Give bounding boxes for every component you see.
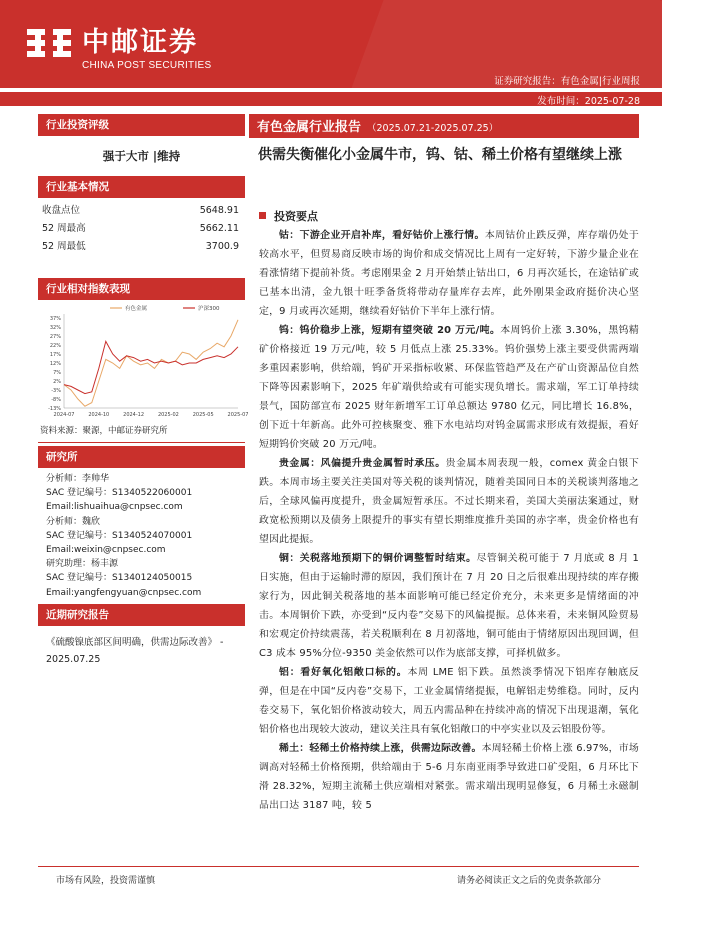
paragraph-lead: 钨：钨价稳步上涨，短期有望突破 20 万元/吨。: [279, 325, 501, 336]
paragraph-lead: 贵金属：风偏提升贵金属暂时承压。: [279, 458, 446, 469]
analyst-list: [38, 468, 245, 604]
analyst-line: 分析师：李帅华: [46, 474, 110, 484]
recent-report-list: [38, 626, 245, 668]
report-category: 证券研究报告：有色金属|行业周报: [494, 76, 640, 87]
kv-value: 5662.11: [199, 223, 239, 234]
paragraph-body: 本周轻稀土价格上涨 6.97%，市场调高对轻稀土价格预期，供给端由于 5-6 月东南亚雨季导致进口矿受阻，6 月环比下滑 28.32%，短期主流稀土供应端相对紧张。需求端出现明显修复，6 月稀土永磁制品出口达 3187 吨，较 5: [259, 743, 639, 811]
kv-value: 3700.9: [205, 241, 239, 252]
brand-name-cn: 中邮证券: [82, 27, 198, 58]
paragraph-body: 本周钨价上涨 3.30%，黑钨精矿价格接近 19 万元/吨，较 5 月低点上涨 25.33%。钨价强势上涨主要受供需两端多重因素影响，供给端，钨矿开采指标收紧、环保监管趋严及在产矿山资源品位自然下降等因素影响下，2025 年矿端供给或有可能实现负增长。需求端，军工订单持续景气，国防部宣布 2025 财年新增军工订单总额达 9780 亿元，同比增长 16.8%，创下近十年新高。此外可控核聚变、雅下水电站均对钨金属需求形成有效提振，看好短期钨价突破 20 万元/吨。: [259, 325, 639, 450]
x-tick-label: 2024-07: [53, 412, 75, 418]
x-tick-label: 2024-10: [88, 412, 110, 418]
investment-points-heading: [249, 210, 639, 224]
analyst-line: SAC 登记编号：S1340522060001: [46, 488, 193, 499]
brand-name-en: CHINA POST SECURITIES: [82, 60, 212, 71]
kv-row: [38, 238, 245, 256]
paragraph-precious-metals: [249, 454, 639, 549]
y-tick-label: -13%: [48, 406, 61, 412]
investment-points-title: 投资要点: [274, 210, 318, 223]
y-tick-label: 2%: [53, 379, 61, 385]
recent-reports-title: 近期研究报告: [38, 604, 245, 626]
chart-source: 资料来源：聚源，中邮证券研究所: [38, 424, 245, 443]
y-tick-label: 7%: [53, 370, 61, 376]
relative-performance-chart: [38, 300, 249, 424]
report-title-bar: [249, 114, 639, 138]
analyst-line: 分析师：魏欣: [46, 516, 101, 527]
paragraph-aluminum: [249, 663, 639, 739]
page-footer: [38, 866, 639, 886]
paragraph-lead: 稀土：轻稀土价格持续上涨，供需边际改善。: [279, 743, 482, 754]
sidebar: [38, 114, 249, 668]
main-content: [249, 114, 639, 815]
research-title: 研究所: [38, 446, 245, 468]
y-tick-label: 17%: [49, 352, 61, 358]
paragraph-body: 本周 LME 铝下跌。虽然淡季情况下铝库存触底反弹，但是在中国“反内卷”交易下，工业金属情绪提振，电解铝走势维稳。同时，反内卷交易下，氧化铝价格波动较大，周五内需品种在持续冲高的情况下出现退潮，氧化铝价格也出现较大波动，建议关注具有氧化铝敞口的中亭实业以及云铝股份等。: [259, 667, 639, 735]
paragraph-copper: [249, 549, 639, 663]
report-headline: 供需失衡催化小金属牛市，钨、钴、稀土价格有望继续上涨: [258, 147, 622, 163]
bullet-icon: [259, 212, 266, 219]
kv-value: 5648.91: [199, 205, 239, 216]
y-tick-label: -8%: [51, 397, 61, 403]
paragraph-rare-earth: [249, 739, 639, 815]
report-section-title: 有色金属行业报告: [257, 120, 362, 135]
rating-value: 强于大市 |维持: [102, 149, 181, 163]
publish-time: 发布时间：2025-07-28: [537, 96, 640, 107]
paragraph-tungsten: [249, 321, 639, 454]
relative-performance-title: 行业相对指数表现: [38, 278, 245, 300]
rating-section-title: 行业投资评级: [38, 114, 245, 136]
series-line-1: [64, 341, 238, 393]
basic-info-title: 行业基本情况: [38, 176, 245, 198]
report-date-range: （2025.07.21-2025.07.25）: [367, 123, 499, 134]
kv-label: 52 周最低: [42, 241, 86, 252]
paragraph-body: 贵金属本周表现一般，comex 黄金白银下跌。本周市场主要关注美国对等关税的谈判情况，随着美国同日本的关税谈判落地之后，全球风偏再度提升，贵金属短暂承压。不过长期来看，美国大美丽法案通过，财政宽松预期以及债务上限提升的事实有望长期维度推升美国的赤字率，贵金价格也有望因此提振。: [259, 458, 639, 545]
report-header: [0, 0, 662, 88]
y-tick-label: -3%: [51, 388, 61, 394]
footer-risk-note: 市场有风险，投资需谨慎: [56, 876, 156, 886]
publish-bar: [0, 92, 662, 106]
analyst-line: 研究助理：杨丰源: [46, 559, 119, 570]
paragraph-lead: 钴：下游企业开启补库，看好钴价上涨行情。: [279, 230, 485, 241]
recent-report-link[interactable]: 《硫酸镍底部区间明确，供需边际改善》 - 2025.07.25: [46, 636, 224, 665]
footer-disclaimer: 请务必阅读正文之后的免责条款部分: [456, 876, 601, 886]
kv-label: 收盘点位: [42, 205, 81, 216]
y-tick-label: 12%: [49, 361, 61, 367]
x-tick-label: 2025-05: [192, 412, 214, 418]
legend-label: 有色金属: [125, 306, 148, 312]
legend-label: 沪深300: [198, 306, 220, 312]
paragraph-lead: 铜：关税落地预期下的铜价调整暂时结束。: [279, 553, 477, 564]
kv-label: 52 周最高: [42, 223, 86, 234]
x-tick-label: 2025-07: [227, 412, 249, 418]
analyst-email[interactable]: Email:lishuaihua@cnpsec.com: [46, 502, 183, 513]
y-tick-label: 22%: [49, 343, 61, 349]
y-tick-label: 32%: [49, 325, 61, 331]
x-tick-label: 2024-12: [123, 412, 145, 418]
paragraph-cobalt: [249, 226, 639, 321]
kv-row: [38, 202, 245, 220]
paragraph-body: 尽管铜关税可能于 7 月底或 8 月 1 日实施，但由于运输时滞的原因，我们预计在 7 月 20 日之后很难出现持续的库存搬家行为，因此铜关税落地的基本面影响可能已经定价充分，未来更多是情绪面的冲击。本周铜价下跌，亦受到“反内卷”交易下的风偏提振。总体来看，未来铜风险贸易和宏观定价持续震荡，若关税顺利在 8 月初落地，铜可能由于情绪原因出现回调，但 C3 成本 95%分位-9350 美金依然可以作为底部支撑，可择机做多。: [259, 553, 639, 659]
analyst-email[interactable]: Email:yangfengyuan@cnpsec.com: [46, 587, 202, 598]
basic-info-list: [38, 198, 245, 278]
y-tick-label: 37%: [49, 316, 61, 322]
kv-row: [38, 220, 245, 238]
paragraph-lead: 铝：看好氧化铝敞口标的。: [279, 667, 408, 678]
analyst-line: SAC 登记编号：S1340124050015: [46, 573, 193, 584]
analyst-line: SAC 登记编号：S1340524070001: [46, 530, 193, 541]
paragraph-body: 本周钴价止跌反弹，库存端仍处于较高水平，但贸易商反映市场的询价和成交情况比上周有一定好转，下游少量企业在看涨情绪下提前补货。考虑刚果金 2 月开始禁止钴出口，6 月再次延长，在途钴矿或已基本出清，金九银十旺季备货将带动存量库存去库，此外刚果金政府挺价决心坚定，9 月或再次延期，继续看好钴价下半年上涨行情。: [259, 230, 639, 317]
x-tick-label: 2025-02: [157, 412, 179, 418]
series-line-0: [64, 320, 238, 406]
y-tick-label: 27%: [49, 334, 61, 340]
china-post-logo-icon: [25, 25, 73, 65]
analyst-email[interactable]: Email:weixin@cnpsec.com: [46, 545, 166, 556]
performance-chart-svg: [38, 300, 249, 424]
